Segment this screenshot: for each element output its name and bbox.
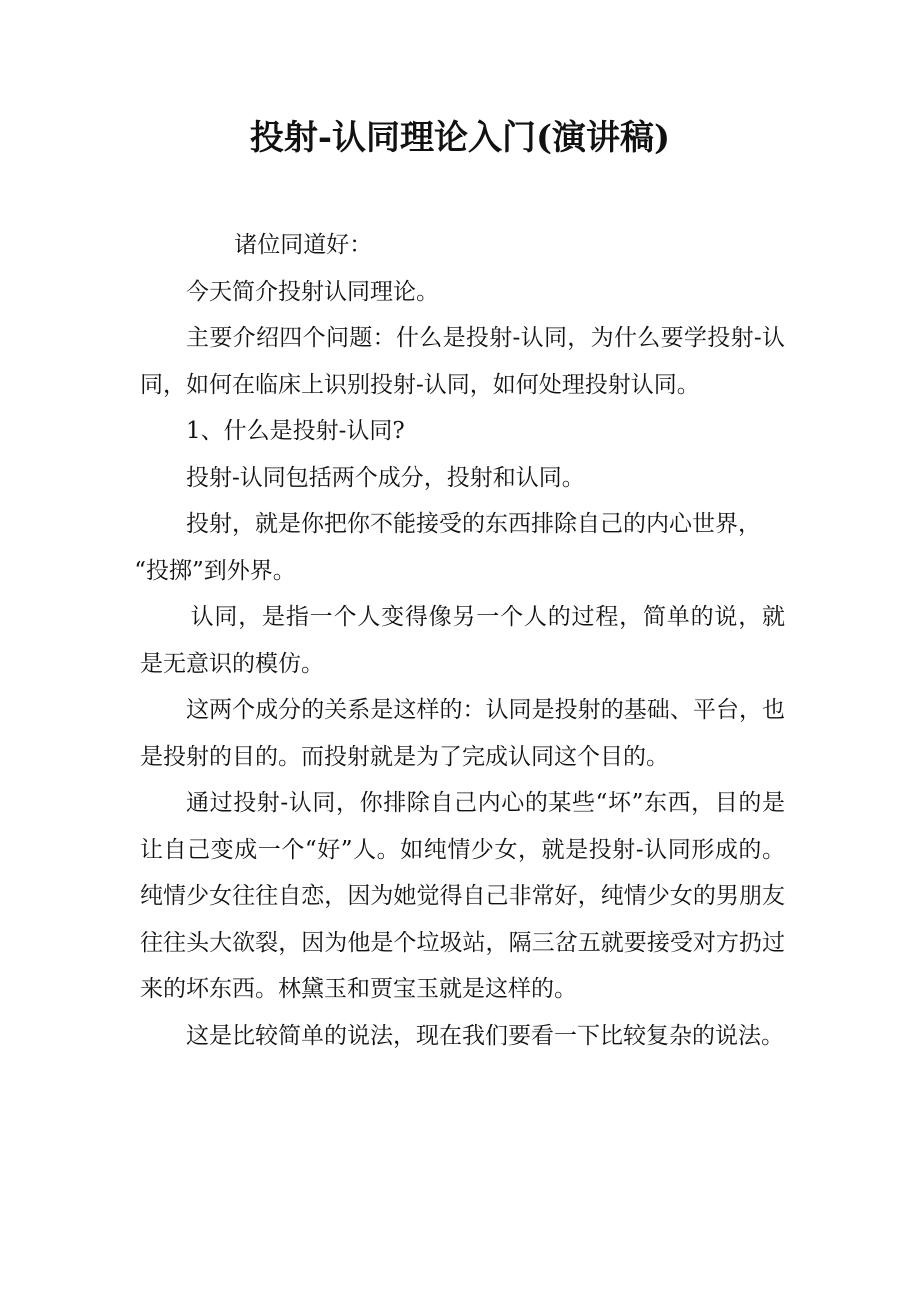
example-paragraph: 通过投射-认同，你排除自己内心的某些“坏”东西，目的是让自己变成一个“好”人。如纯情少女，就是投射-认同形成的。纯情少女往往自恋，因为她觉得自己非常好，纯情少女的男朋友往往头大欲裂，因为他是个垃圾站，隔三岔五就要接受对方扔过来的坏东西。林黛玉和贾宝玉就是这样的。 — [140, 790, 785, 1002]
projection-continuation: “投掷”到外界。 — [134, 557, 296, 584]
topics-paragraph: 主要介绍四个问题：什么是投射-认同，为什么要学投射-认同，如何在临床上识别投射-认同，如何处理投射认同。 — [140, 325, 785, 398]
document-body — [134, 222, 785, 1059]
document-title: 投射-认同理论入门(演讲稿) — [249, 118, 671, 158]
section-heading-1: 1、什么是投射-认同? — [186, 418, 405, 444]
identification-paragraph: 认同，是指一个人变得像另一个人的过程，简单的说，就是无意识的模仿。 — [140, 604, 785, 677]
intro-paragraph: 今天简介投射认同理论。 — [186, 278, 439, 305]
greeting-paragraph: 诸位同道好： — [234, 232, 373, 258]
projection-paragraph: 投射，就是你把你不能接受的东西排除自己的内心世界， — [186, 511, 761, 537]
components-paragraph: 投射-认同包括两个成分，投射和认同。 — [186, 464, 585, 491]
relation-paragraph: 这两个成分的关系是这样的：认同是投射的基础、平台，也是投射的目的。而投射就是为了完成认同这个目的。 — [140, 697, 785, 770]
closing-paragraph: 这是比较简单的说法，现在我们要看一下比较复杂的说法。 — [186, 1022, 784, 1049]
